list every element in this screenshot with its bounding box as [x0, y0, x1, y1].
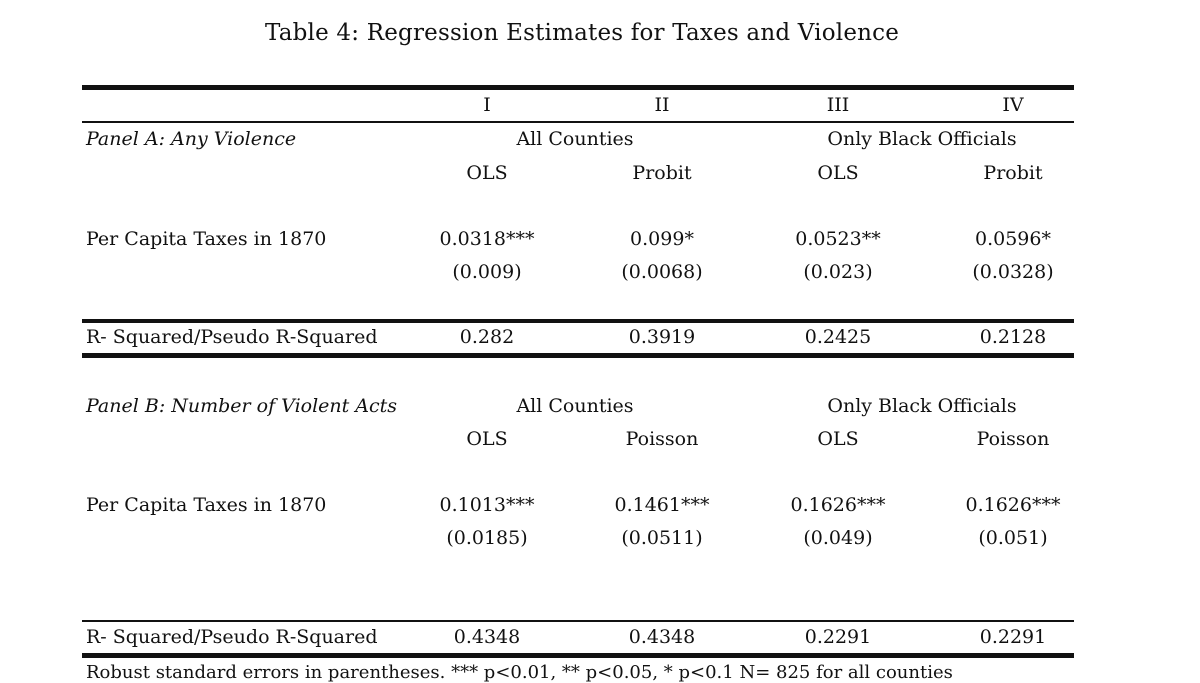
panel-a-r2-label: R- Squared/Pseudo R-Squared	[86, 326, 378, 348]
panel-a-method-i: OLS	[466, 162, 508, 184]
column-header-i: I	[483, 94, 491, 116]
panel-b-r2-ii: 0.4348	[628, 626, 696, 648]
panel-b-se-i: (0.0185)	[446, 527, 528, 549]
panel-b-coef-iii: 0.1626***	[790, 494, 886, 516]
panel-b-method-i: OLS	[466, 428, 508, 450]
panel-a-se-iv: (0.0328)	[972, 261, 1054, 283]
panel-a-group-black-officials: Only Black Officials	[827, 128, 1017, 150]
panel-b-r2-top-rule	[82, 620, 1074, 622]
panel-b-r2-iii: 0.2291	[804, 626, 872, 648]
panel-b-coef-i: 0.1013***	[439, 494, 535, 516]
panel-b-label: Panel B: Number of Violent Acts	[86, 395, 398, 417]
column-header-iii: III	[826, 94, 850, 116]
panel-a-coef-ii: 0.099*	[630, 228, 694, 250]
panel-a-coef-i: 0.0318***	[439, 228, 535, 250]
column-header-ii: II	[654, 94, 670, 116]
panel-a-se-ii: (0.0068)	[621, 261, 703, 283]
panel-a-r2-i: 0.282	[459, 326, 515, 348]
panel-a-r2-iv: 0.2128	[979, 326, 1047, 348]
panel-b-group-black-officials: Only Black Officials	[827, 395, 1017, 417]
panel-a-method-iv: Probit	[983, 162, 1043, 184]
panel-a-row-label: Per Capita Taxes in 1870	[86, 228, 327, 250]
panel-a-bottom-rule	[82, 353, 1074, 358]
panel-a-coef-iii: 0.0523**	[795, 228, 881, 250]
panel-a-r2-ii: 0.3919	[628, 326, 696, 348]
top-rule	[82, 85, 1074, 90]
panel-b-coef-ii: 0.1461***	[614, 494, 710, 516]
table-footnote: Robust standard errors in parentheses. *** p<0.01, ** p<0.05, * p<0.1 N= 825 for all counties	[86, 662, 953, 683]
column-header-iv: IV	[1002, 94, 1024, 116]
panel-b-row-label: Per Capita Taxes in 1870	[86, 494, 327, 516]
panel-a-se-i: (0.009)	[452, 261, 522, 283]
header-rule	[82, 121, 1074, 123]
panel-a-se-iii: (0.023)	[803, 261, 873, 283]
panel-b-method-iv: Poisson	[976, 428, 1050, 450]
panel-b-se-iii: (0.049)	[803, 527, 873, 549]
panel-b-group-all-counties: All Counties	[516, 395, 634, 417]
table-title: Table 4: Regression Estimates for Taxes and Violence	[264, 20, 900, 46]
panel-b-se-ii: (0.0511)	[621, 527, 703, 549]
panel-b-method-iii: OLS	[817, 428, 859, 450]
panel-a-label: Panel A: Any Violence	[86, 128, 297, 150]
panel-a-r2-top-rule	[82, 319, 1074, 323]
panel-a-group-all-counties: All Counties	[516, 128, 634, 150]
panel-a-method-ii: Probit	[632, 162, 692, 184]
panel-b-method-ii: Poisson	[625, 428, 699, 450]
panel-b-r2-iv: 0.2291	[979, 626, 1047, 648]
panel-b-bottom-rule	[82, 653, 1074, 658]
panel-b-se-iv: (0.051)	[978, 527, 1048, 549]
panel-a-r2-iii: 0.2425	[804, 326, 872, 348]
panel-b-coef-iv: 0.1626***	[965, 494, 1061, 516]
panel-a-method-iii: OLS	[817, 162, 859, 184]
panel-b-r2-i: 0.4348	[453, 626, 521, 648]
panel-a-coef-iv: 0.0596*	[975, 228, 1051, 250]
panel-b-r2-label: R- Squared/Pseudo R-Squared	[86, 626, 378, 648]
